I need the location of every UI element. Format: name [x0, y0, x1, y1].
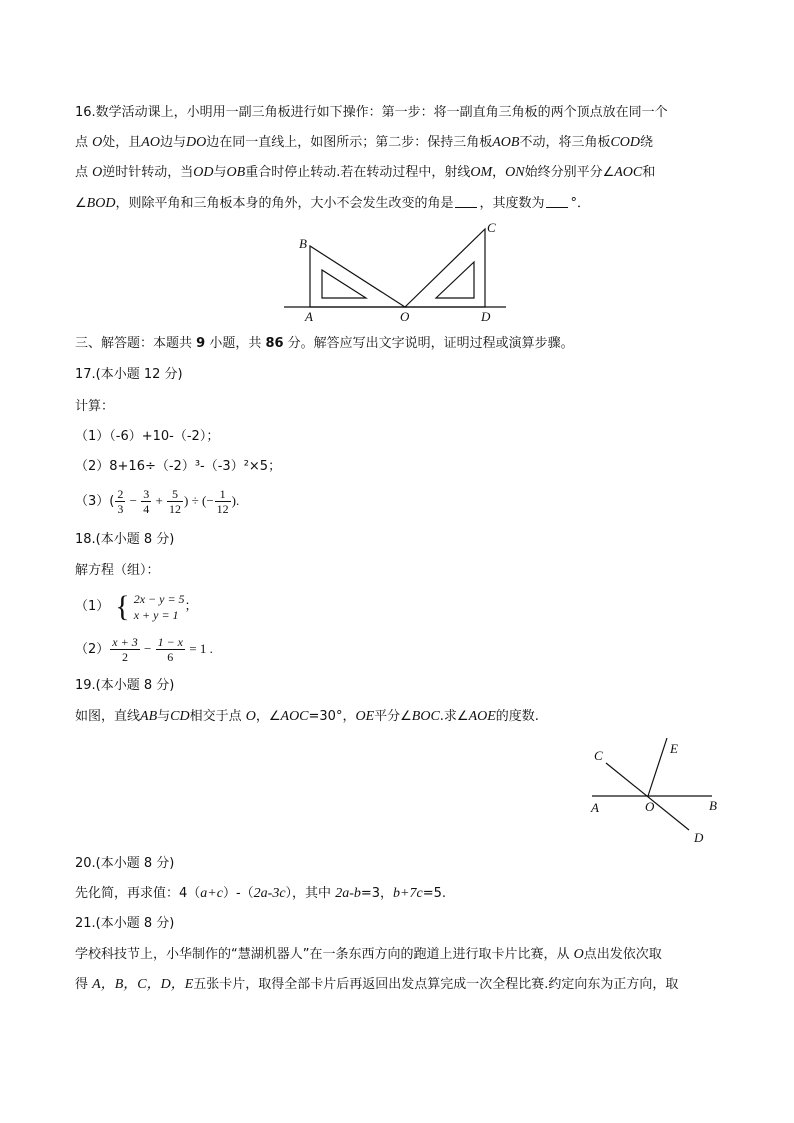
- fraction-1-12: $\frac{1}{12}$: [216, 487, 229, 516]
- q17-header: 17.(本小题 12 分): [75, 367, 183, 382]
- q16-line-1: 16.数学活动课上，小明用一副三角板进行如下操作：第一步：将一副直角三角板的两个顶点放在同一个: [75, 105, 668, 120]
- q20-header: 20.(本小题 8 分): [75, 856, 175, 871]
- label-A: A: [591, 800, 599, 815]
- triangle-COD-inner: [436, 262, 474, 298]
- answer-blank-2[interactable]: [546, 194, 568, 208]
- label-A: A: [305, 309, 313, 324]
- q17-part-3: （3）( $\frac{2}{3}$ − $\frac{3}{4}$ + $\frac{5}{12}$ ) ÷ (− $\frac{1}{12}$ ).: [75, 487, 240, 516]
- fraction-2-3: $\frac{2}{3}$: [117, 487, 124, 516]
- q21-line-2: 得 A，B，C，D，E五张卡片，取得全部卡片后再返回出发点算完成一次全程比赛.约定向东为正方向，取: [75, 977, 679, 992]
- triangle-AOB-inner: [322, 270, 366, 298]
- triangle-boards-figure: [280, 218, 512, 324]
- ray-OE: [648, 738, 667, 796]
- q18-header: 18.(本小题 8 分): [75, 532, 175, 547]
- system-brace: {: [115, 589, 130, 623]
- q18-part-2: （2） $\frac{x + 3}{2}$ − $\frac{1 - x}{6}$ = 1 .: [75, 635, 213, 664]
- q18-intro: 解方程（组）：: [75, 563, 160, 578]
- label-C: C: [594, 748, 603, 763]
- equation-system: 2x − y = 5 x + y = 1: [133, 591, 185, 622]
- label-D: D: [694, 830, 704, 845]
- q16-line-2: 点 O处，且AO边与DO边在同一直线上，如图所示；第二步：保持三角板AOB不动，将三角板COD绕: [75, 135, 654, 150]
- triangle-COD-outer: [405, 229, 485, 307]
- q17-part-2: （2）8+16÷（-2）³-（-3）²×5；: [75, 459, 282, 474]
- q18-part-1: （1） { 2x − y = 5 x + y = 1 ；: [75, 589, 198, 623]
- fraction-x-plus-3-over-2: $\frac{x + 3}{2}$: [112, 635, 138, 664]
- fraction-1-minus-x-over-6: $\frac{1 - x}{6}$: [157, 635, 183, 664]
- q16-line-3: 点 O逆时针转动，当OD与OB重合时停止转动.若在转动过程中，射线OM，ON始终分别平分∠AOC和: [75, 165, 656, 180]
- label-C: C: [487, 220, 496, 235]
- label-E: E: [670, 741, 678, 756]
- section-3-heading: 三、解答题：本题共 9 小题，共 86 分。解答应写出文字说明，证明过程或演算步骤。: [75, 336, 574, 351]
- q17-part-1: （1）（-6）+10-（-2）；: [75, 429, 220, 444]
- q19-header: 19.(本小题 8 分): [75, 678, 175, 693]
- q19-text: 如图，直线AB与CD相交于点 O，∠AOC=30°，OE平分∠BOC.求∠AOE的度数.: [75, 709, 539, 724]
- q21-line-1: 学校科技节上，小华制作的“慧湖机器人”在一条东西方向的跑道上进行取卡片比赛，从 O点出发依次取: [75, 947, 662, 962]
- label-B: B: [709, 798, 717, 813]
- label-O: O: [400, 309, 410, 324]
- intersecting-lines-figure: [584, 733, 724, 845]
- answer-blank-1[interactable]: [455, 194, 477, 208]
- label-D: D: [481, 309, 491, 324]
- q17-intro: 计算：: [75, 399, 115, 414]
- fraction-5-12: $\frac{5}{12}$: [169, 487, 182, 516]
- q21-header: 21.(本小题 8 分): [75, 916, 175, 931]
- q20-text: 先化简，再求值：4（a+c）-（2a-3c），其中 2a-b=3，b+7c=5.: [75, 886, 446, 901]
- label-B: B: [299, 236, 307, 251]
- fraction-3-4: $\frac{3}{4}$: [143, 487, 150, 516]
- label-O: O: [645, 799, 655, 814]
- q16-line-4: ∠BOD，则除平角和三角板本身的角外，大小不会发生改变的角是 ，其度数为 °．: [75, 196, 590, 211]
